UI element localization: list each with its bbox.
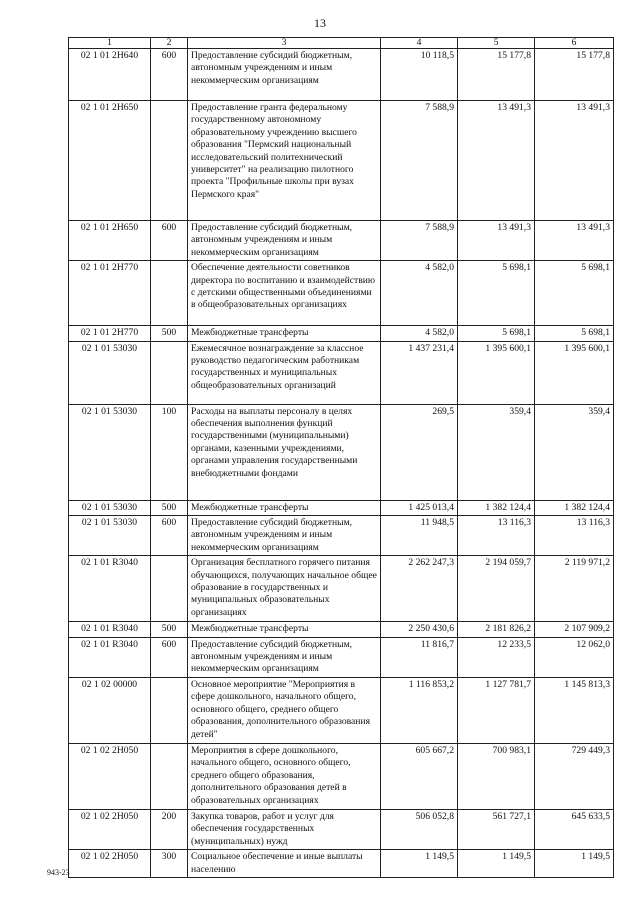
amount-col5: 13 491,3 <box>458 221 535 261</box>
table-row <box>69 101 614 221</box>
target-article-code: 02 1 01 R3040 <box>69 637 151 677</box>
target-article-code: 02 1 02 2Н050 <box>69 743 151 809</box>
item-name: Мероприятия в сфере дошкольного, начального общего, основного общего, среднего общего образования, дополнительного образования детей в образовательных организациях <box>188 743 381 809</box>
column-header: 6 <box>535 38 614 49</box>
target-article-code: 02 1 01 R3040 <box>69 556 151 622</box>
amount-col6: 645 633,5 <box>535 809 614 849</box>
table-row <box>69 809 614 849</box>
expense-type-code: 500 <box>151 622 188 637</box>
amount-col4: 7 588,9 <box>381 221 458 261</box>
column-header: 4 <box>381 38 458 49</box>
amount-col4: 10 118,5 <box>381 49 458 101</box>
amount-col5: 5 698,1 <box>458 326 535 341</box>
target-article-code: 02 1 01 53030 <box>69 404 151 500</box>
target-article-code: 02 1 02 2Н050 <box>69 809 151 849</box>
amount-col4: 4 582,0 <box>381 261 458 326</box>
table-row <box>69 556 614 622</box>
amount-col4: 4 582,0 <box>381 326 458 341</box>
table-row <box>69 326 614 341</box>
table-row <box>69 221 614 261</box>
amount-col5: 359,4 <box>458 404 535 500</box>
item-name: Предоставление гранта федеральному государственному автономному образовательному учреждению высшего образования "Пермский национальный исследовательский политехнический университет" на реализацию пилотного проекта "Профильные школы при вузах Пермского края" <box>188 101 381 221</box>
document-footer-code: 943-23 <box>47 868 70 877</box>
expense-type-code: 600 <box>151 516 188 556</box>
target-article-code: 02 1 02 2Н050 <box>69 850 151 878</box>
table-row <box>69 677 614 743</box>
item-name: Межбюджетные трансферты <box>188 622 381 637</box>
column-header: 3 <box>188 38 381 49</box>
expense-type-code <box>151 677 188 743</box>
target-article-code: 02 1 01 53030 <box>69 516 151 556</box>
table-header-row <box>69 38 614 49</box>
amount-col6: 359,4 <box>535 404 614 500</box>
amount-col4: 1 116 853,2 <box>381 677 458 743</box>
expense-type-code <box>151 743 188 809</box>
table-row <box>69 637 614 677</box>
item-name: Предоставление субсидий бюджетным, автономным учреждениям и иным некоммерческим организациям <box>188 516 381 556</box>
table-row <box>69 500 614 515</box>
expense-type-code: 200 <box>151 809 188 849</box>
item-name: Социальное обеспечение и иные выплаты населению <box>188 850 381 878</box>
amount-col6: 1 149,5 <box>535 850 614 878</box>
target-article-code: 02 1 01 2Н770 <box>69 326 151 341</box>
amount-col6: 1 382 124,4 <box>535 500 614 515</box>
item-name: Основное мероприятие "Мероприятия в сфере дошкольного, начального общего, основного общего, среднего общего образования, дополнительного образования детей" <box>188 677 381 743</box>
item-name: Обеспечение деятельности советников директора по воспитанию и взаимодействию с детскими общественными объединениями в общеобразовательных организациях <box>188 261 381 326</box>
target-article-code: 02 1 01 2Н650 <box>69 101 151 221</box>
expense-type-code: 500 <box>151 326 188 341</box>
amount-col6: 1 145 813,3 <box>535 677 614 743</box>
amount-col6: 2 107 909,2 <box>535 622 614 637</box>
amount-col4: 11 816,7 <box>381 637 458 677</box>
amount-col4: 11 948,5 <box>381 516 458 556</box>
amount-col5: 561 727,1 <box>458 809 535 849</box>
amount-col4: 7 588,9 <box>381 101 458 221</box>
amount-col4: 1 437 231,4 <box>381 341 458 404</box>
target-article-code: 02 1 02 00000 <box>69 677 151 743</box>
item-name: Предоставление субсидий бюджетным, автономным учреждениям и иным некоммерческим организациям <box>188 221 381 261</box>
table-row <box>69 622 614 637</box>
item-name: Расходы на выплаты персоналу в целях обеспечения выполнения функций государственными (муниципальными) органами, казенными учреждениями, органами управления государственными внебюджетными фондами <box>188 404 381 500</box>
amount-col6: 15 177,8 <box>535 49 614 101</box>
amount-col6: 2 119 971,2 <box>535 556 614 622</box>
column-header: 1 <box>69 38 151 49</box>
column-header: 2 <box>151 38 188 49</box>
table-row <box>69 850 614 878</box>
amount-col5: 12 233,5 <box>458 637 535 677</box>
expense-type-code: 600 <box>151 221 188 261</box>
table-row <box>69 341 614 404</box>
table-row <box>69 261 614 326</box>
amount-col5: 13 116,3 <box>458 516 535 556</box>
amount-col5: 15 177,8 <box>458 49 535 101</box>
amount-col6: 1 395 600,1 <box>535 341 614 404</box>
table-row <box>69 516 614 556</box>
column-header: 5 <box>458 38 535 49</box>
target-article-code: 02 1 01 2Н640 <box>69 49 151 101</box>
amount-col6: 13 491,3 <box>535 221 614 261</box>
amount-col5: 5 698,1 <box>458 261 535 326</box>
amount-col5: 2 181 826,2 <box>458 622 535 637</box>
amount-col5: 1 149,5 <box>458 850 535 878</box>
amount-col4: 2 262 247,3 <box>381 556 458 622</box>
amount-col6: 13 116,3 <box>535 516 614 556</box>
amount-col5: 1 127 781,7 <box>458 677 535 743</box>
item-name: Межбюджетные трансферты <box>188 326 381 341</box>
expense-type-code <box>151 556 188 622</box>
item-name: Предоставление субсидий бюджетным, автономным учреждениям и иным некоммерческим организациям <box>188 49 381 101</box>
amount-col5: 13 491,3 <box>458 101 535 221</box>
amount-col4: 506 052,8 <box>381 809 458 849</box>
amount-col5: 1 382 124,4 <box>458 500 535 515</box>
expense-type-code <box>151 261 188 326</box>
expense-type-code: 100 <box>151 404 188 500</box>
amount-col6: 5 698,1 <box>535 261 614 326</box>
target-article-code: 02 1 01 R3040 <box>69 622 151 637</box>
budget-table <box>68 37 614 878</box>
table-row <box>69 404 614 500</box>
item-name: Предоставление субсидий бюджетным, автономным учреждениям и иным некоммерческим организациям <box>188 637 381 677</box>
amount-col6: 5 698,1 <box>535 326 614 341</box>
amount-col5: 1 395 600,1 <box>458 341 535 404</box>
amount-col4: 1 425 013,4 <box>381 500 458 515</box>
target-article-code: 02 1 01 2Н770 <box>69 261 151 326</box>
target-article-code: 02 1 01 2Н650 <box>69 221 151 261</box>
amount-col5: 2 194 059,7 <box>458 556 535 622</box>
expense-type-code: 300 <box>151 850 188 878</box>
item-name: Ежемесячное вознаграждение за классное руководство педагогическим работникам государственных и муниципальных общеобразовательных организаций <box>188 341 381 404</box>
amount-col5: 700 983,1 <box>458 743 535 809</box>
amount-col6: 13 491,3 <box>535 101 614 221</box>
expense-type-code: 500 <box>151 500 188 515</box>
expense-type-code <box>151 101 188 221</box>
table-row <box>69 49 614 101</box>
amount-col4: 1 149,5 <box>381 850 458 878</box>
item-name: Организация бесплатного горячего питания обучающихся, получающих начальное общее образование в государственных и муниципальных образовательных организациях <box>188 556 381 622</box>
amount-col4: 269,5 <box>381 404 458 500</box>
amount-col4: 605 667,2 <box>381 743 458 809</box>
item-name: Межбюджетные трансферты <box>188 500 381 515</box>
page-number: 13 <box>314 16 326 30</box>
table-row <box>69 743 614 809</box>
item-name: Закупка товаров, работ и услуг для обеспечения государственных (муниципальных) нужд <box>188 809 381 849</box>
target-article-code: 02 1 01 53030 <box>69 500 151 515</box>
amount-col6: 12 062,0 <box>535 637 614 677</box>
amount-col6: 729 449,3 <box>535 743 614 809</box>
amount-col4: 2 250 430,6 <box>381 622 458 637</box>
expense-type-code <box>151 341 188 404</box>
expense-type-code: 600 <box>151 637 188 677</box>
expense-type-code: 600 <box>151 49 188 101</box>
target-article-code: 02 1 01 53030 <box>69 341 151 404</box>
